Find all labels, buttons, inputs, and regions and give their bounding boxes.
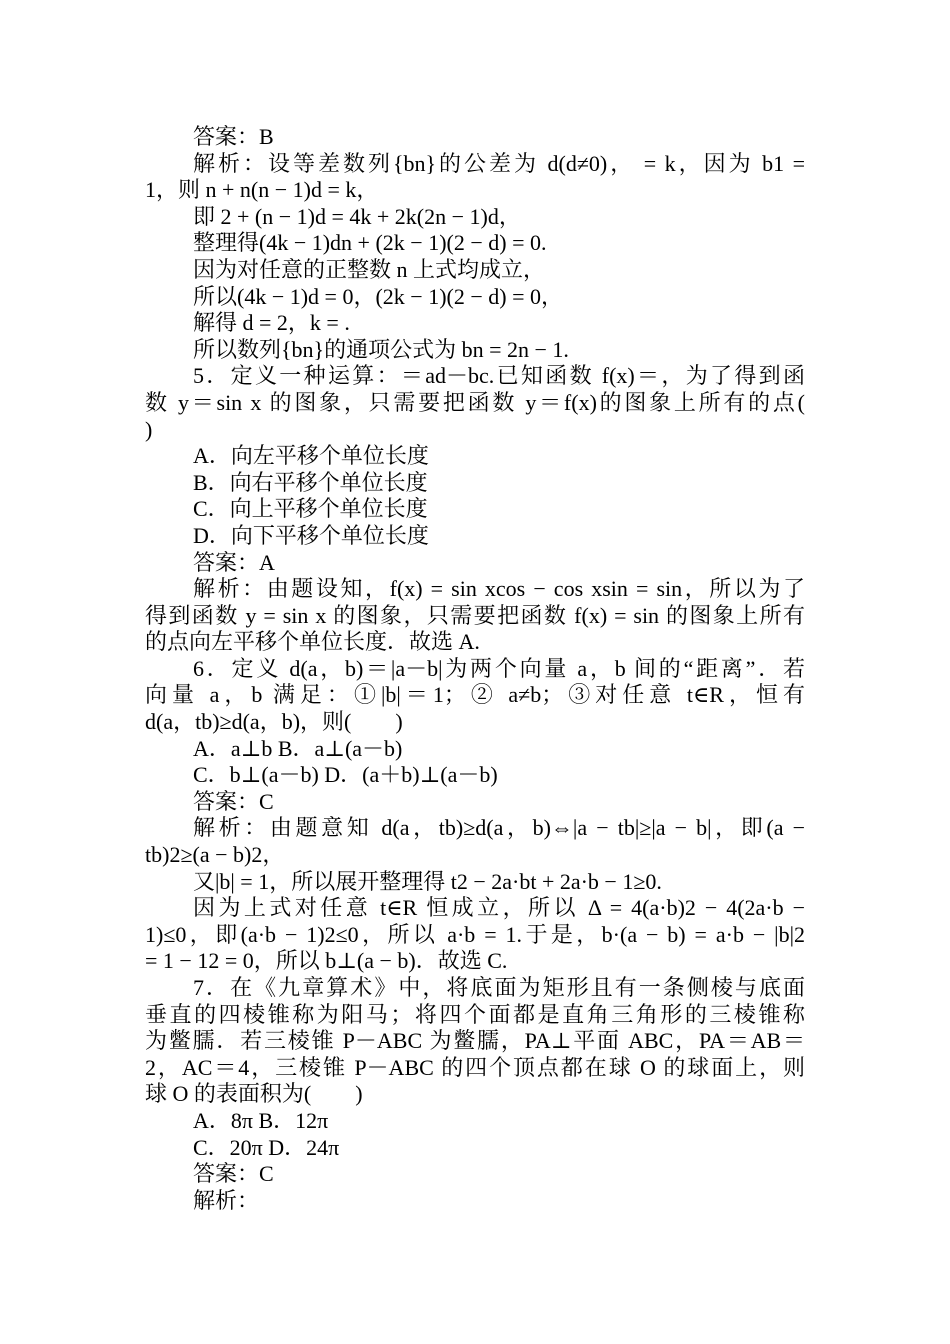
q7-stem-line: 7．在《九章算术》中，将底面为矩形且有一条侧棱与底面 [193,975,805,1000]
q4-analysis-line: 1，则 n + n(n − 1)d = k， [145,177,379,203]
q4-analysis-line: 解得 d = 2，k = . [193,310,350,336]
q7-stem-line: 2，AC＝4，三棱锥 P－ABC 的四个顶点都在球 O 的球面上，则 [145,1054,805,1080]
q7-option: C．20π D．24π [193,1134,340,1160]
q6-analysis-line: tb)2≥(a − b)2， [145,842,285,868]
q5-option: B．向右平移个单位长度 [193,469,428,495]
q4-analysis-line: 解析：设等差数列{bn}的公差为 d(d≠0)， = k，因为 b1 = [193,150,805,176]
q4-analysis-line: 即 2 + (n − 1)d = 4k + 2k(2n − 1)d， [193,203,521,229]
q6-analysis-line: 因为上式对任意 t∈R 恒成立，所以 Δ = 4(a·b)2 − 4(2a·b − [193,895,805,921]
q5-analysis-line: 得到函数 y = sin x 的图象，只需要把函数 f(x) = sin 的图象上所有 [145,602,805,628]
q5-analysis-line: 的点向左平移个单位长度．故选 A. [145,629,480,655]
q6-analysis-line: = 1 − 12 = 0，所以 b⊥(a − b)．故选 C. [145,948,508,974]
q6-option: C．b⊥(a－b) D．(a＋b)⊥(a－b) [193,762,498,788]
q7-option: A．8π B．12π [193,1107,329,1133]
q5-option: A．向左平移个单位长度 [193,443,429,469]
q4-analysis-line: 所以(4k − 1)d = 0，(2k − 1)(2 − d) = 0， [193,283,563,309]
q6-stem-line: 向量 a，b 满足：①|b|＝1；② a≠b；③对任意 t∈R，恒有 [145,682,805,708]
q5-stem-line: ) [145,416,153,442]
q5-option: C．向上平移个单位长度 [193,496,428,522]
q7-stem-line: 球 O 的表面积为( ) [145,1081,363,1107]
q7-stem-line: 为鳖臑．若三棱锥 P－ABC 为鳖臑，PA⊥平面 ABC，PA＝AB＝ [145,1028,805,1054]
q4-analysis-line: 因为对任意的正整数 n 上式均成立， [193,256,546,282]
document-body [145,124,805,1214]
q6-stem-line: 6．定义 d(a，b)＝|a－b|为两个向量 a，b 间的“距离”．若 [193,655,805,681]
q6-analysis-line: 1)≤0，即(a·b − 1)2≤0，所以 a·b = 1.于是，b·(a − b) = a·b − |b|2 [145,921,805,947]
q4-analysis-line: 整理得(4k − 1)dn + (2k − 1)(2 − d) = 0. [193,230,547,256]
q7-answer: 答案：C [193,1161,274,1187]
q6-analysis-line: 又|b| = 1，所以展开整理得 t2 − 2a·bt + 2a·b − 1≥0. [193,868,662,894]
q7-stem-line: 垂直的四棱锥称为阳马；将四个面都是直角三角形的三棱锥称 [145,1001,805,1027]
q5-analysis-line: 解析：由题设知，f(x) = sin xcos − cos xsin = sin，所以为了 [193,576,805,602]
q7-analysis-label: 解析： [193,1187,260,1213]
q6-analysis-line: 解析：由题意知 d(a，tb)≥d(a，b)⇔|a − tb|≥|a − b|，即(a − [193,815,805,841]
q6-stem-line: d(a，tb)≥d(a，b)，则( ) [145,709,403,735]
q6-answer: 答案：C [193,788,274,814]
q5-stem-line: 数 y＝sin x 的图象，只需要把函数 y＝f(x)的图象上所有的点( [145,389,805,415]
q4-analysis-line: 所以数列{bn}的通项公式为 bn = 2n − 1. [193,336,569,362]
q6-option: A．a⊥b B．a⊥(a－b) [193,735,403,761]
q5-answer: 答案：A [193,549,275,575]
q5-stem-line: 5．定义一种运算：＝ad－bc.已知函数 f(x)＝，为了得到函 [193,363,805,389]
q5-option: D．向下平移个单位长度 [193,522,429,548]
q4-answer: 答案：B [193,124,274,149]
